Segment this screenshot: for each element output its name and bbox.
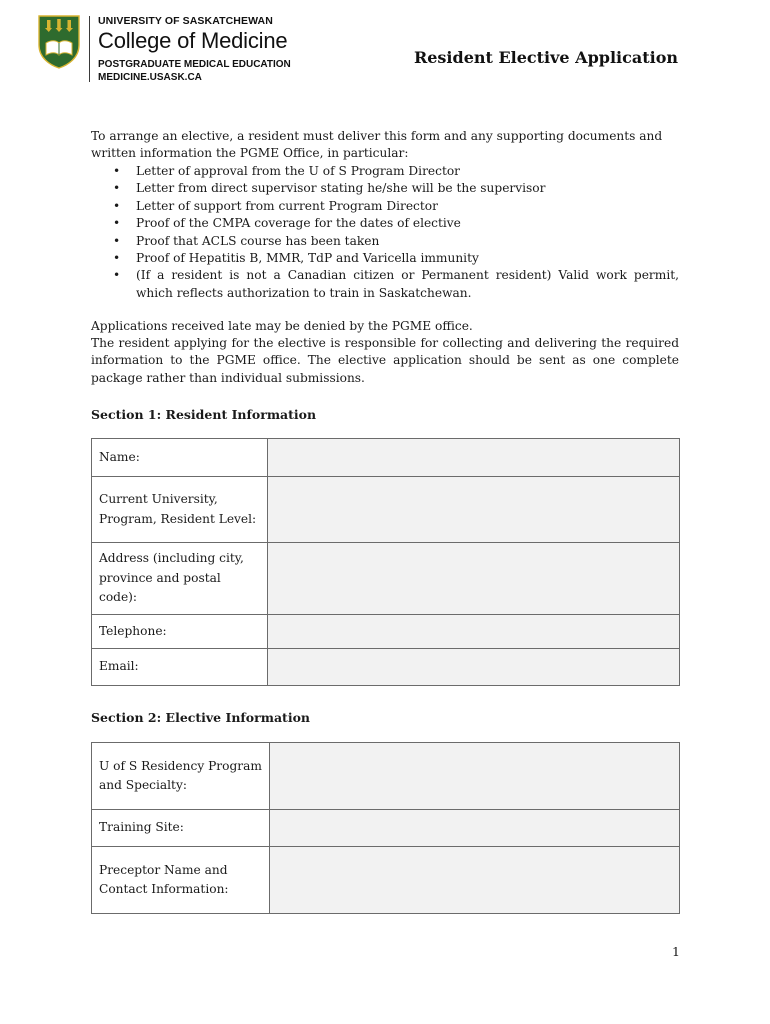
website-text: MEDICINE.USASK.CA (98, 72, 202, 83)
email-field[interactable] (268, 649, 680, 686)
table-row (92, 439, 680, 477)
bullet-icon: • (113, 216, 121, 231)
preceptor-label: Preceptor Name and Contact Information: (92, 847, 270, 914)
bullet-icon: • (113, 181, 121, 196)
bullet-icon: • (113, 251, 121, 266)
table-row (92, 743, 680, 810)
university-program-level-field[interactable] (268, 477, 680, 543)
late-application-note: Applications received late may be denied by the PGME office. (91, 319, 473, 333)
list-item: • Letter of approval from the U of S Program Director (91, 163, 679, 180)
program-specialty-field[interactable] (270, 743, 680, 810)
resident-information-table (91, 438, 680, 686)
university-name: UNIVERSITY OF SASKATCHEWAN (98, 15, 273, 27)
table-row (92, 649, 680, 686)
telephone-field[interactable] (268, 615, 680, 649)
table-row (92, 810, 680, 847)
list-item: • Letter from direct supervisor stating he/she will be the supervisor (91, 180, 679, 197)
bullet-icon: • (113, 268, 121, 283)
address-label: Address (including city, province and postal code): (92, 543, 268, 615)
bullet-icon: • (113, 198, 121, 213)
section2-heading: Section 2: Elective Information (91, 710, 310, 725)
logo-divider (89, 16, 90, 82)
preceptor-field[interactable] (270, 847, 680, 914)
requirements-list (91, 163, 679, 302)
page-number: 1 (672, 944, 680, 959)
document-title: Resident Elective Application (413, 48, 678, 67)
list-item: • Proof of Hepatitis B, MMR, TdP and Varicella immunity (91, 250, 679, 267)
college-name: College of Medicine (98, 28, 288, 53)
list-item: • Proof of the CMPA coverage for the dates of elective (91, 215, 679, 232)
department-name: POSTGRADUATE MEDICAL EDUCATION (98, 59, 291, 70)
table-row (92, 543, 680, 615)
address-field[interactable] (268, 543, 680, 615)
telephone-label: Telephone: (92, 615, 268, 649)
table-row (92, 847, 680, 914)
name-label: Name: (92, 439, 268, 477)
table-row (92, 477, 680, 543)
elective-information-table (91, 742, 680, 914)
program-specialty-label: U of S Residency Program and Specialty: (92, 743, 270, 810)
email-label: Email: (92, 649, 268, 686)
university-crest-icon (38, 15, 80, 69)
training-site-field[interactable] (270, 810, 680, 847)
responsibility-note: The resident applying for the elective is responsible for collecting and delivering the required information to the PGME office. The elective application should be sent as one complete package rather than individual submissions. (91, 336, 679, 385)
training-site-label: Training Site: (92, 810, 270, 847)
table-row (92, 615, 680, 649)
university-program-level-label: Current University, Program, Resident Level: (92, 477, 268, 543)
list-item: • Proof that ACLS course has been taken (91, 233, 679, 250)
bullet-icon: • (113, 233, 121, 248)
intro-paragraph: To arrange an elective, a resident must deliver this form and any supporting documents and written information the PGME Office, in particular: (91, 129, 663, 161)
name-field[interactable] (268, 439, 680, 477)
list-item: • (If a resident is not a Canadian citizen or Permanent resident) Valid work permit, which reflects authorization to train in Saskatchewan. (113, 268, 679, 300)
list-item: • Letter of support from current Program Director (91, 198, 679, 215)
section1-heading: Section 1: Resident Information (91, 407, 317, 422)
bullet-icon: • (113, 164, 121, 178)
